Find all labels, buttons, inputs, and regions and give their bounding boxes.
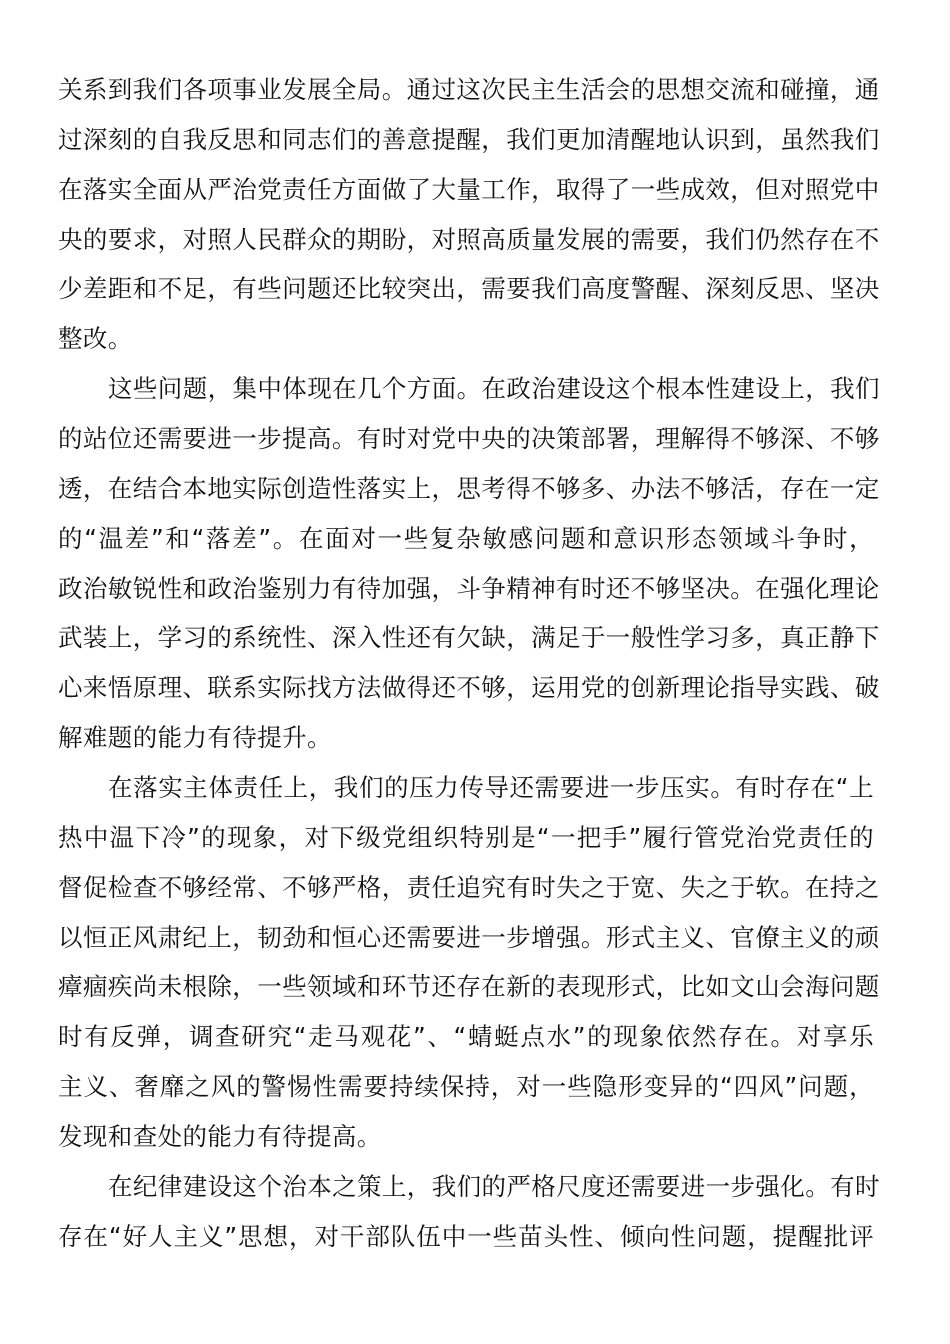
- text-line: 以恒正风肃纪上，韧劲和恒心还需要进一步增强。形式主义、官僚主义的顽: [58, 922, 880, 952]
- paragraph-first-line: 在纪律建设这个治本之策上，我们的严格尺度还需要进一步强化。有时: [108, 1171, 880, 1201]
- text-line: 心来悟原理、联系实际找方法做得还不够，运用党的创新理论指导实践、破: [58, 673, 880, 703]
- text-line: 透，在结合本地实际创造性落实上，思考得不够多、办法不够活，存在一定: [58, 473, 880, 503]
- text-line: 督促检查不够经常、不够严格，责任追究有时失之于宽、失之于软。在持之: [58, 872, 880, 902]
- text-line: 过深刻的自我反思和同志们的善意提醒，我们更加清醒地认识到，虽然我们: [58, 124, 880, 154]
- text-line: 存在“好人主义”思想，对干部队伍中一些苗头性、倾向性问题，提醒批评: [58, 1221, 874, 1251]
- text-line: 时有反弹，调查研究“走马观花”、“蜻蜓点水”的现象依然存在。对享乐: [58, 1022, 874, 1052]
- text-line: 解难题的能力有待提升。: [58, 723, 332, 753]
- paragraph-first-line: 在落实主体责任上，我们的压力传导还需要进一步压实。有时存在“上: [108, 772, 874, 802]
- text-line: 的站位还需要进一步提高。有时对党中央的决策部署，理解得不够深、不够: [58, 423, 880, 453]
- text-line: 整改。: [58, 324, 133, 354]
- text-line: 政治敏锐性和政治鉴别力有待加强，斗争精神有时还不够坚决。在强化理论: [58, 573, 880, 603]
- text-line: 的“温差”和“落差”。在面对一些复杂敏感问题和意识形态领域斗争时，: [58, 523, 874, 553]
- text-line: 关系到我们各项事业发展全局。通过这次民主生活会的思想交流和碰撞，通: [58, 75, 880, 104]
- text-line: 少差距和不足，有些问题还比较突出，需要我们高度警醒、深刻反思、坚决: [58, 274, 880, 304]
- text-line: 瘴痼疾尚未根除，一些领域和环节还存在新的表现形式，比如文山会海问题: [58, 972, 880, 1002]
- paragraph-first-line: 这些问题，集中体现在几个方面。在政治建设这个根本性建设上，我们: [108, 374, 880, 404]
- text-line: 发现和查处的能力有待提高。: [58, 1121, 382, 1151]
- text-line: 热中温下冷”的现象，对下级党组织特别是“一把手”履行管党治党责任的: [58, 822, 874, 852]
- text-line: 央的要求，对照人民群众的期盼，对照高质量发展的需要，我们仍然存在不: [58, 224, 880, 254]
- text-line: 武装上，学习的系统性、深入性还有欠缺，满足于一般性学习多，真正静下: [58, 623, 880, 653]
- text-line: 在落实全面从严治党责任方面做了大量工作，取得了一些成效，但对照党中: [58, 174, 880, 204]
- text-line: 主义、奢靡之风的警惕性需要持续保持，对一些隐形变异的“四风”问题，: [58, 1072, 874, 1101]
